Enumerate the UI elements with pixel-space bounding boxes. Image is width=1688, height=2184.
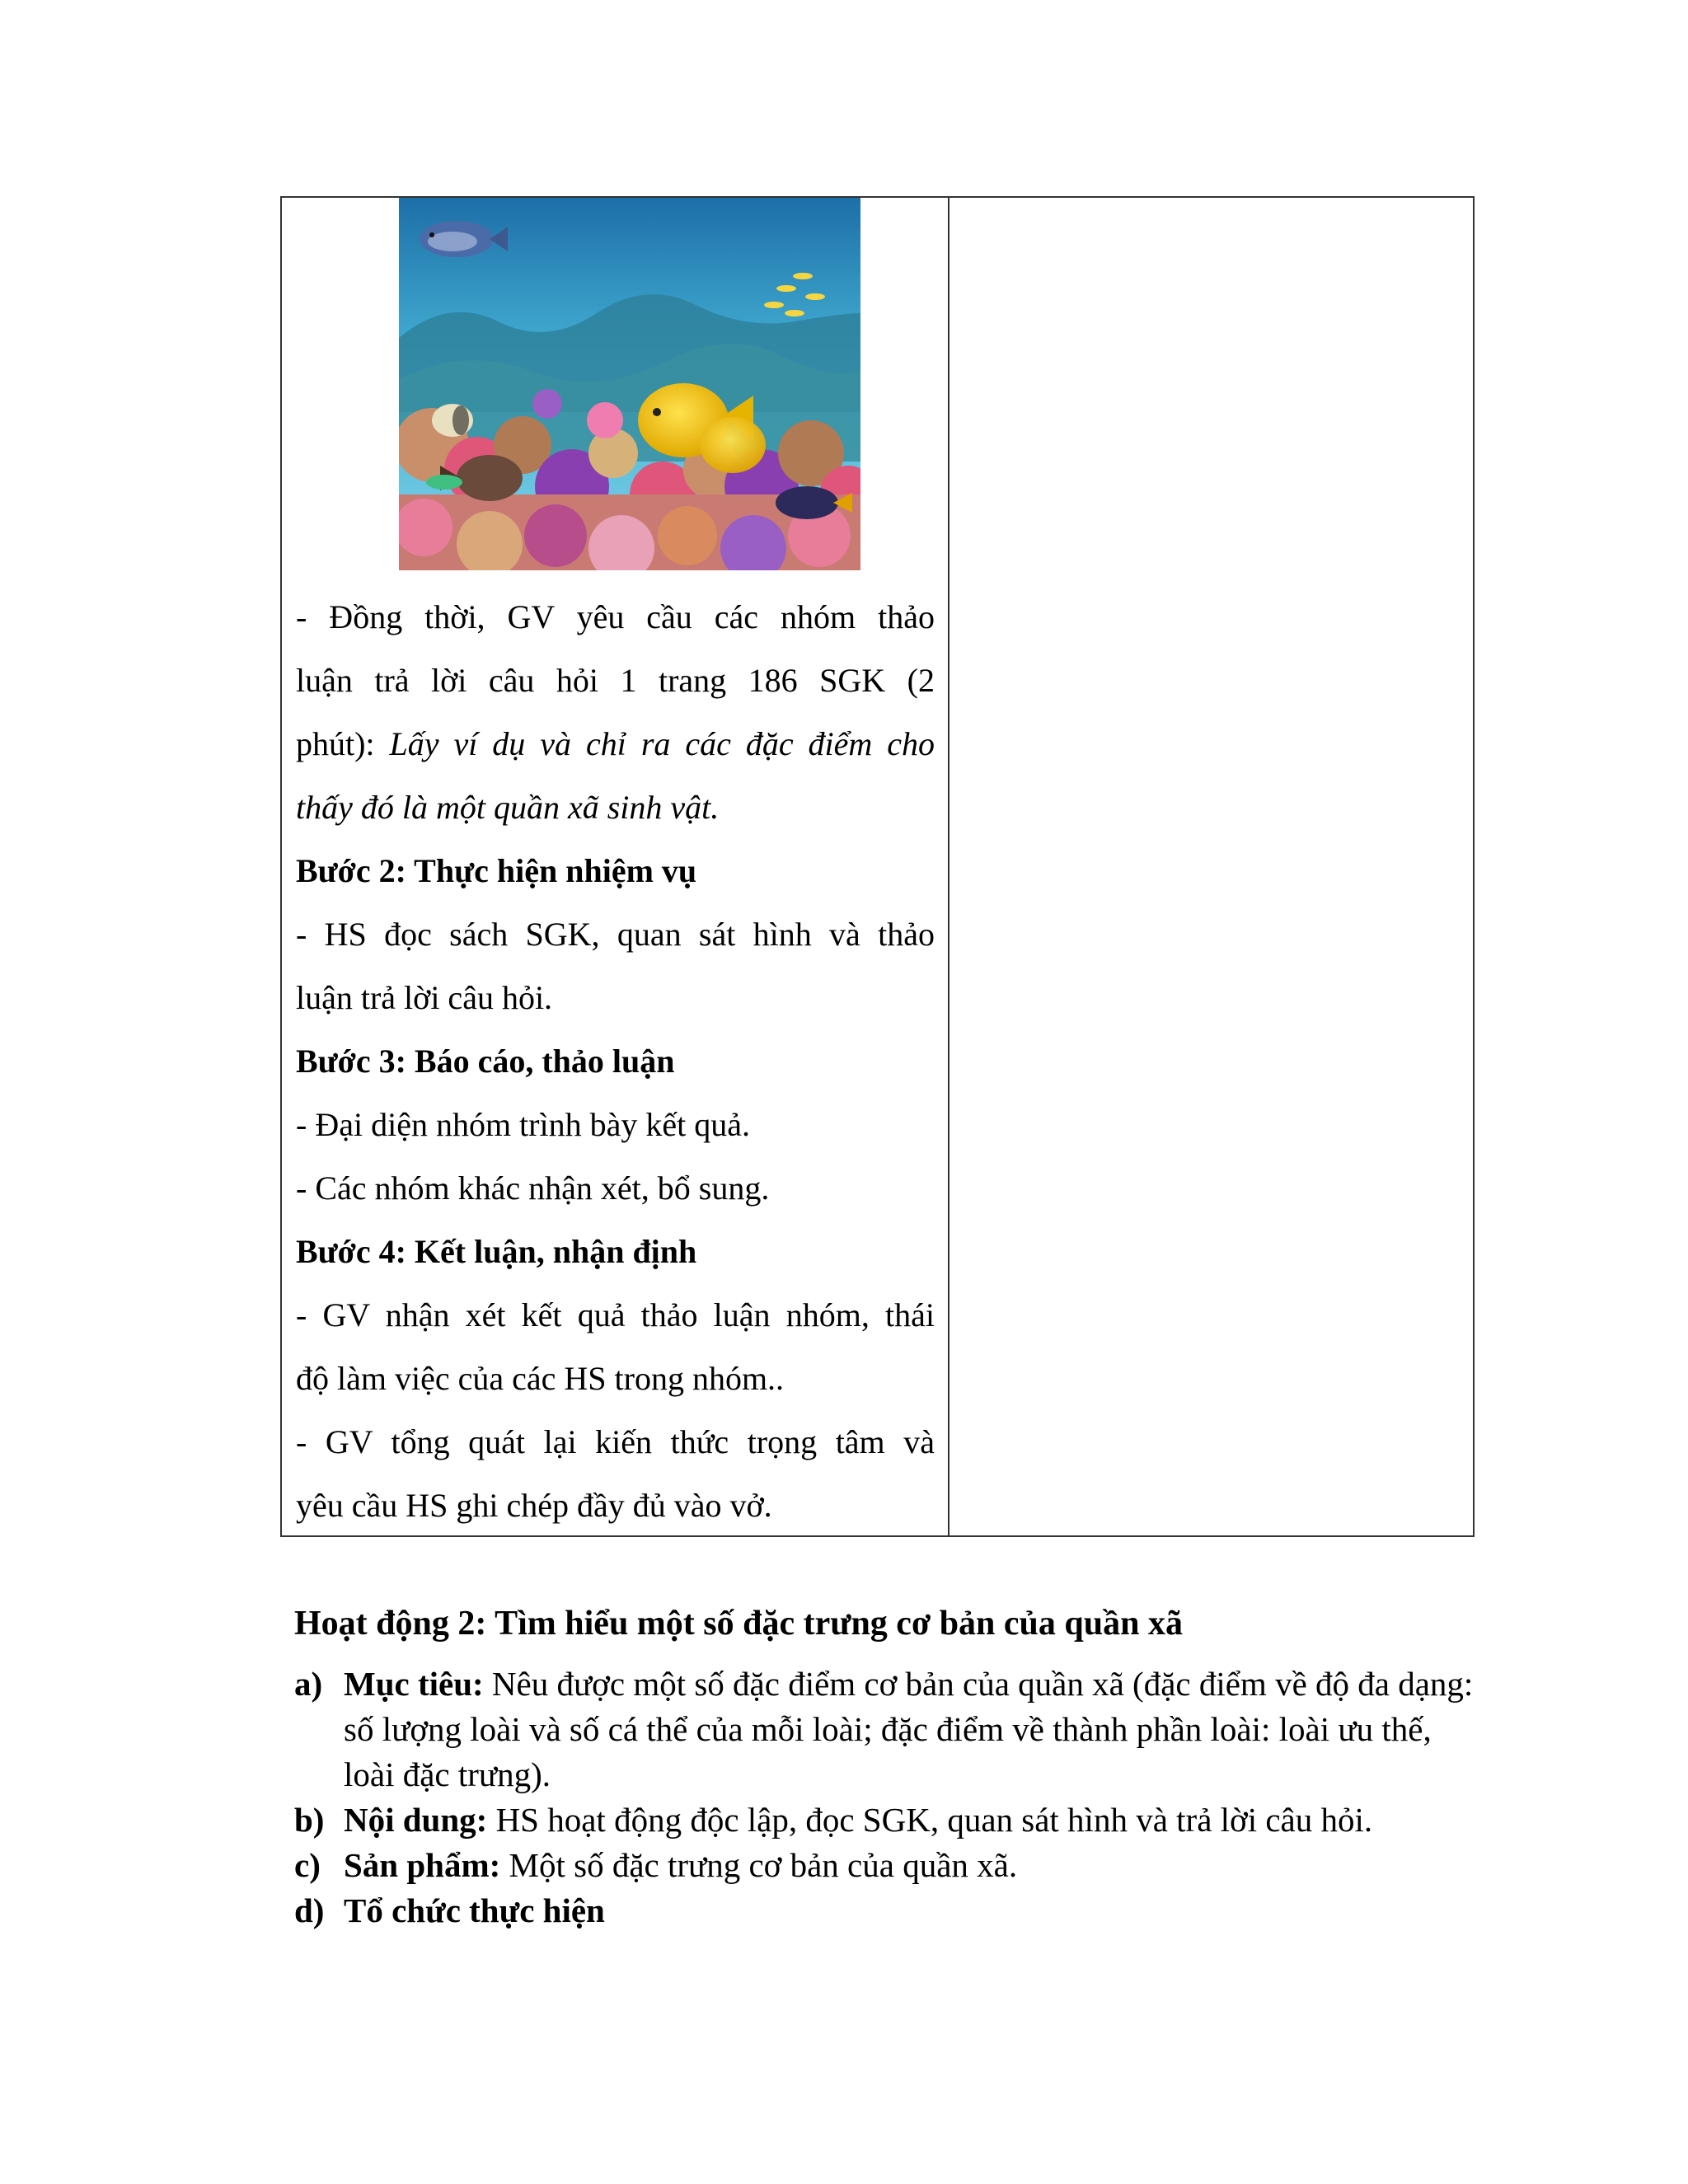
list-item-label: Mục tiêu: [344, 1665, 484, 1703]
step-2-line: luận trả lời câu hỏi. [296, 979, 553, 1016]
activity-2-list [294, 1661, 1481, 1933]
list-item-text: Một số đặc trưng cơ bản của quần xã. [500, 1846, 1018, 1884]
paragraph-line: - Đồng thời, GV yêu cầu các nhóm thảo [296, 598, 935, 635]
list-marker: b) [294, 1801, 325, 1839]
list-item-label: Tổ chức thực hiện [344, 1891, 605, 1929]
activity-2-section [294, 1599, 1481, 1933]
list-item-text: HS hoạt động độc lập, đọc SGK, quan sát hình và trả lời câu hỏi. [487, 1801, 1373, 1839]
lesson-table [280, 196, 1475, 1537]
coral-reef-illustration [399, 198, 860, 570]
list-item [294, 1888, 1481, 1933]
paragraph-question-italic: thấy đó là một quần xã sinh vật. [296, 789, 720, 826]
step-4-line: - GV tổng quát lại kiến thức trọng tâm và [296, 1423, 935, 1460]
step-2-heading: Bước 2: Thực hiện nhiệm vụ [296, 852, 697, 889]
coral-reef-image [399, 198, 860, 570]
step-3-line: - Đại diện nhóm trình bày kết quả. [296, 1106, 750, 1143]
paragraph-question-italic: Lấy ví dụ và chỉ ra các đặc điểm cho [389, 725, 935, 762]
list-item [294, 1797, 1481, 1843]
step-3-heading: Bước 3: Báo cáo, thảo luận [296, 1043, 675, 1080]
left-cell-text [296, 585, 935, 1537]
table-column-divider [948, 198, 950, 1535]
paragraph-line [296, 712, 935, 776]
step-4-line: - GV nhận xét kết quả thảo luận nhóm, thái [296, 1296, 935, 1333]
step-4-heading: Bước 4: Kết luận, nhận định [296, 1233, 697, 1270]
list-marker: d) [294, 1891, 325, 1929]
step-4-line: yêu cầu HS ghi chép đầy đủ vào vở. [296, 1487, 772, 1524]
activity-2-heading: Hoạt động 2: Tìm hiểu một số đặc trưng cơ bản của quần xã [294, 1605, 1183, 1643]
paragraph-text: phút): [296, 725, 390, 762]
step-4-line: độ làm việc của các HS trong nhóm.. [296, 1360, 785, 1397]
list-item-text: Nêu được một số đặc điểm cơ bản của quần xã (đặc điểm về độ đa dạng: số lượng loài và số cá thể của mỗi loài; đặc điểm về thành phần loài: loài ưu thế, loài đặc trưng). [344, 1665, 1474, 1793]
list-marker: c) [294, 1846, 321, 1884]
list-item [294, 1843, 1481, 1888]
list-item-label: Nội dung: [344, 1801, 488, 1839]
list-marker: a) [294, 1665, 323, 1703]
step-3-line: - Các nhóm khác nhận xét, bổ sung. [296, 1169, 770, 1207]
paragraph-line: luận trả lời câu hỏi 1 trang 186 SGK (2 [296, 662, 935, 699]
step-2-line: - HS đọc sách SGK, quan sát hình và thảo [296, 916, 935, 953]
list-item-label: Sản phẩm: [344, 1846, 501, 1884]
list-item [294, 1661, 1481, 1797]
